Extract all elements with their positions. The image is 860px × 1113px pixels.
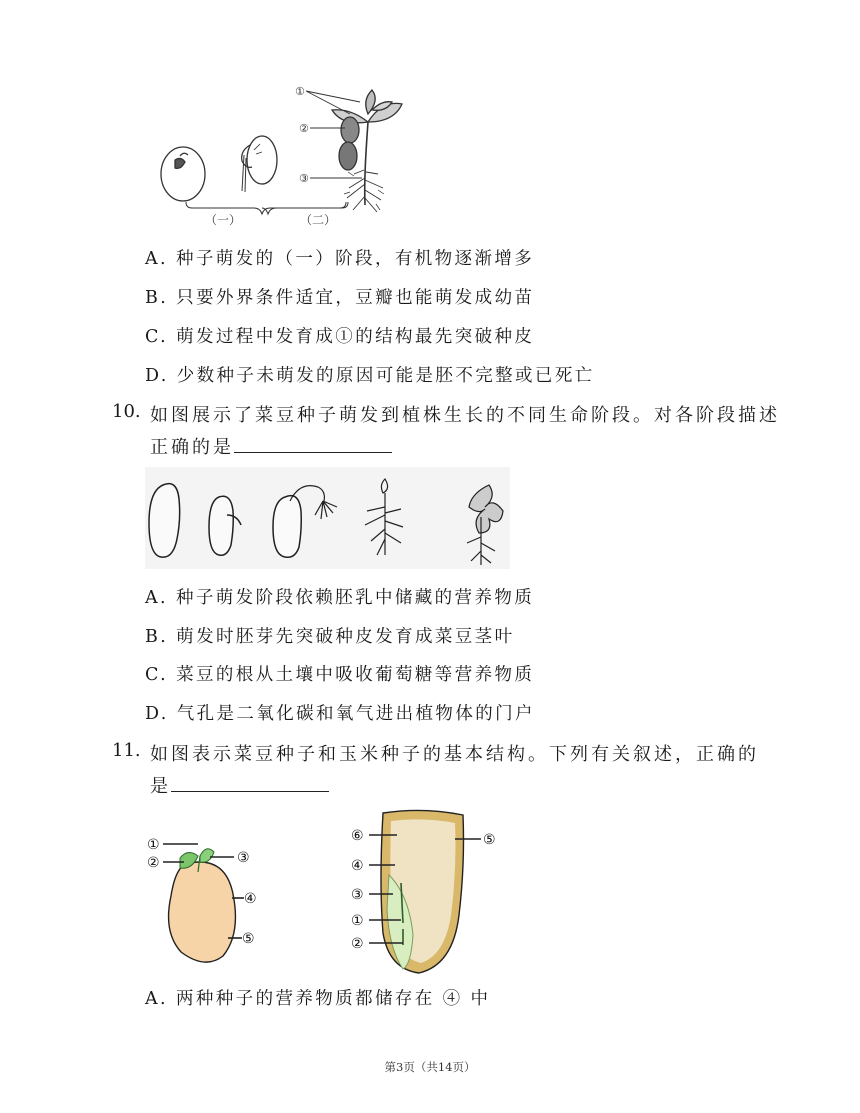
bean-seed-structure-figure xyxy=(140,830,270,965)
q10-option-d[interactable]: D. 气孔是二氧化碳和氧气进出植物体的门户 xyxy=(145,704,535,724)
corn-label-2: ② xyxy=(351,936,364,952)
q10-option-c[interactable]: C. 菜豆的根从土壤中吸收葡萄糖等营养物质 xyxy=(145,665,535,685)
stage-2-label: （二） xyxy=(300,213,337,227)
bean-seed-rooting xyxy=(273,496,301,558)
q10-number: 10. xyxy=(112,401,141,422)
corn-label-4: ④ xyxy=(351,858,364,874)
bean-seed xyxy=(149,484,180,558)
q10-answer-blank[interactable] xyxy=(234,451,392,453)
q11-number: 11. xyxy=(112,740,141,761)
q10-option-b[interactable]: B. 萌发时胚芽先突破种皮发育成菜豆茎叶 xyxy=(145,627,515,647)
seed-stage-1 xyxy=(161,147,205,201)
q9-option-a[interactable]: A. 种子萌发的（一）阶段，有机物逐渐增多 xyxy=(145,249,535,269)
bean-label-1: ① xyxy=(147,837,160,853)
bean-label-3: ③ xyxy=(237,850,250,866)
corn-label-3: ③ xyxy=(351,887,364,903)
bean-label-4: ④ xyxy=(244,891,257,907)
q11-option-a[interactable]: A. 两种种子的营养物质都储存在 ④ 中 xyxy=(145,989,491,1009)
q10-stem-text: 正确的是 xyxy=(150,437,234,458)
label-3: ③ xyxy=(299,172,309,185)
seed-stage-2 xyxy=(242,136,277,192)
q11-answer-blank[interactable] xyxy=(171,790,329,792)
corn-label-1: ① xyxy=(351,913,364,929)
label-1: ① xyxy=(295,85,305,98)
q10-stem-line1: 如图展示了菜豆种子萌发到植株生长的不同生命阶段。对各阶段描述 xyxy=(150,405,780,426)
corn-label-6: ⑥ xyxy=(351,828,364,844)
q9-option-d[interactable]: D. 少数种子未萌发的原因可能是胚不完整或已死亡 xyxy=(145,366,595,386)
bean-label-5: ⑤ xyxy=(242,931,255,947)
q11-stem-text: 是 xyxy=(150,776,171,797)
q9-option-b[interactable]: B. 只要外界条件适宜，豆瓣也能萌发成幼苗 xyxy=(145,288,535,308)
corn-seed-structure-figure xyxy=(345,805,505,975)
q10-stem-line2 xyxy=(150,433,392,459)
seedling xyxy=(332,90,402,212)
stage-1-label: （一） xyxy=(205,213,242,227)
q10-option-a[interactable]: A. 种子萌发阶段依赖胚乳中储藏的营养物质 xyxy=(145,588,535,608)
q11-stem-line2 xyxy=(150,772,329,798)
page-footer: 第3页（共14页） xyxy=(384,1060,476,1074)
bean-label-2: ② xyxy=(147,855,160,871)
q11-stem-line1: 如图表示菜豆种子和玉米种子的基本结构。下列有关叙述，正确的 xyxy=(150,744,759,765)
bean-seed-sprouting xyxy=(209,496,233,555)
q10-growth-figure xyxy=(145,467,510,569)
corn-label-5: ⑤ xyxy=(483,832,496,848)
label-2: ② xyxy=(299,122,309,135)
q9-germination-figure xyxy=(150,80,425,228)
q9-option-c[interactable]: C. 萌发过程中发育成①的结构最先突破种皮 xyxy=(145,327,535,347)
